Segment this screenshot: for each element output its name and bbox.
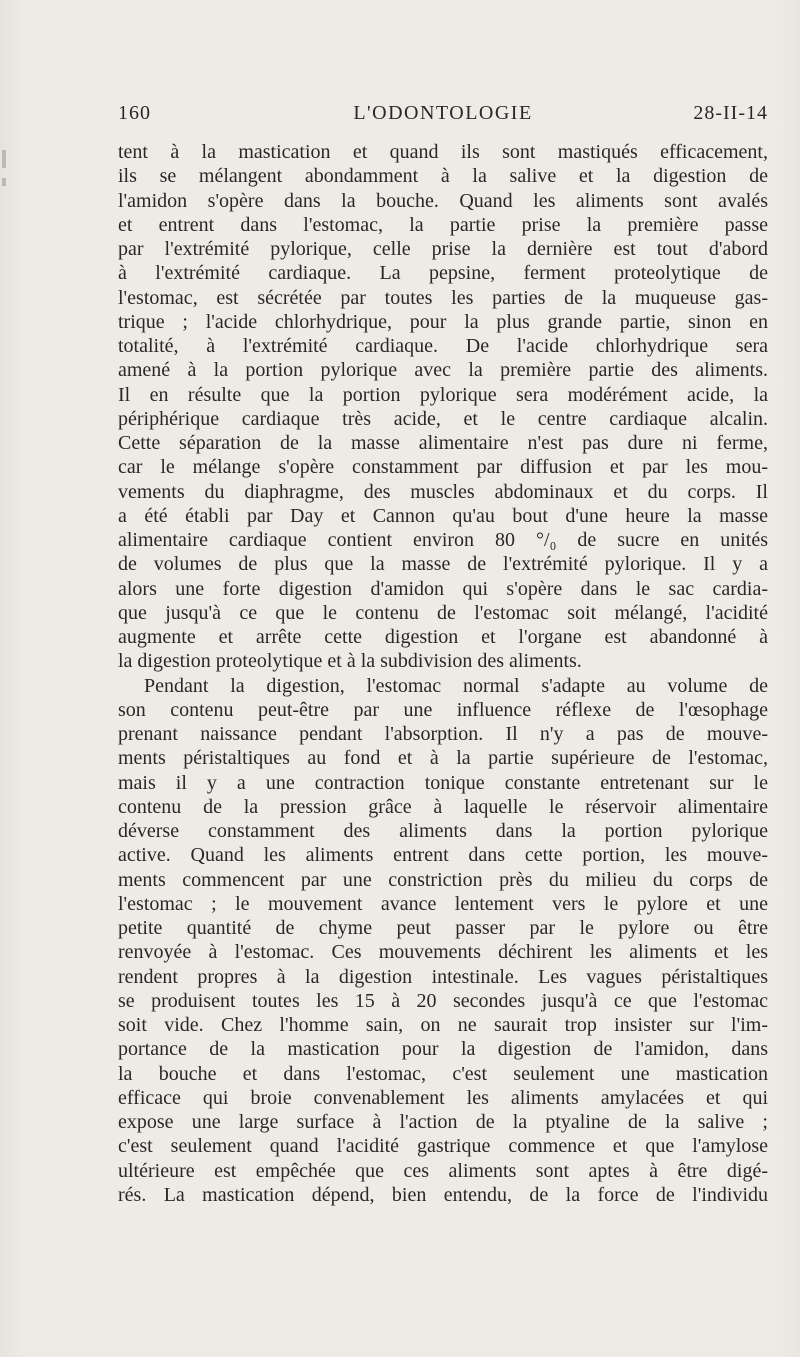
text-line: périphérique cardiaque très acide, et le centre cardiaque alcalin. [118,407,768,430]
text-line: trique ; l'acide chlorhydrique, pour la plus grande partie, sinon en [118,310,768,333]
text-line: la bouche et dans l'estomac, c'est seulement une mastication [118,1062,768,1085]
text-line: Cette séparation de la masse alimentaire n'est pas dure ni ferme, [118,432,768,454]
margin-mark [2,150,6,168]
text-line: l'amidon s'opère dans la bouche. Quand les aliments sont avalés [118,189,768,212]
text-line: c'est seulement quand l'acidité gastrique commence et que l'amylose [118,1135,768,1158]
text-line: alors une forte digestion d'amidon qui s'opère dans le sac cardia- [118,577,768,600]
text-line: augmente et arrête cette digestion et l'organe est abandonné à [118,626,768,648]
text-line: par l'extrémité pylorique, celle prise la dernière est tout d'abord [118,238,768,260]
text-line: petite quantité de chyme peut passer par le pylore ou être [118,917,768,939]
text-line: rendent propres à la digestion intestinale. Les vagues péristaltiques [118,965,768,988]
text-line: Il en résulte que la portion pylorique sera modérément acide, la [118,383,768,406]
page-number: 160 [118,102,151,124]
text-line: efficace qui broie convenablement les aliments amylacées et qui [118,1086,768,1109]
text-line: amené à la portion pylorique avec la première partie des aliments. [118,359,768,382]
text-line: que jusqu'à ce que le contenu de l'estomac soit mélangé, l'acidité [118,601,768,624]
text-line: ments commencent par une constriction près du milieu du corps de [118,868,768,891]
text-line: tent à la mastication et quand ils sont mastiqués efficacement, [118,141,768,163]
text-line: rés. La mastication dépend, bien entendu, de la force de l'individu [118,1183,768,1206]
text-line: se produisent toutes les 15 à 20 secondes jusqu'à ce que l'estomac [118,989,768,1012]
text-line: soit vide. Chez l'homme sain, on ne saurait trop insister sur l'im- [118,1014,768,1036]
text-line: l'estomac ; le mouvement avance lentement vers le pylore et une [118,892,768,915]
text-line: ments péristaltiques au fond et à la partie supérieure de l'estomac, [118,747,768,770]
text-line: contenu de la pression grâce à laquelle le réservoir alimentaire [118,795,768,818]
body-text [118,140,768,1207]
text-line: et entrent dans l'estomac, la partie prise la première passe [118,213,768,236]
paragraph-start-line: Pendant la digestion, l'estomac normal s'adapte au volume de [144,674,768,697]
text-line: expose une large surface à l'action de la ptyaline de la salive ; [118,1111,768,1133]
text-line: portance de la mastication pour la digestion de l'amidon, dans [118,1038,768,1061]
text-line: à l'extrémité cardiaque. La pepsine, ferment proteolytique de [118,262,768,285]
text-line: déverse constamment des aliments dans la portion pylorique [118,820,768,842]
text-line: alimentaire cardiaque contient environ 80 °/₀ de sucre en unités [118,529,768,551]
text-line: ils se mélangent abondamment à la salive et la digestion de [118,165,768,188]
text-line: prenant naissance pendant l'absorption. Il n'y a pas de mouve- [118,723,768,745]
text-line: renvoyée à l'estomac. Ces mouvements déchirent les aliments et les [118,941,768,964]
text-line: totalité, à l'extrémité cardiaque. De l'acide chlorhydrique sera [118,335,768,357]
text-line: ultérieure est empêchée que ces aliments sont aptes à être digé- [118,1159,768,1182]
text-line: vements du diaphragme, des muscles abdominaux et du corps. Il [118,480,768,503]
text-line: l'estomac, est sécrétée par toutes les parties de la muqueuse gas- [118,286,768,309]
running-header [118,102,768,132]
text-line: son contenu peut-être par une influence réflexe de l'œsophage [118,698,768,721]
journal-title: L'ODONTOLOGIE [353,102,533,124]
text-line: de volumes de plus que la masse de l'extrémité pylorique. Il y a [118,553,768,576]
text-line: a été établi par Day et Cannon qu'au bout d'une heure la masse [118,504,768,527]
margin-mark [2,178,6,186]
text-line: active. Quand les aliments entrent dans cette portion, les mouve- [118,844,768,867]
issue-date: 28-II-14 [693,102,768,124]
text-line: mais il y a une contraction tonique constante entretenant sur le [118,771,768,794]
paragraph-end-line: la digestion proteolytique et à la subdivision des aliments. [118,650,582,673]
text-line: car le mélange s'opère constamment par diffusion et par les mou- [118,456,768,479]
